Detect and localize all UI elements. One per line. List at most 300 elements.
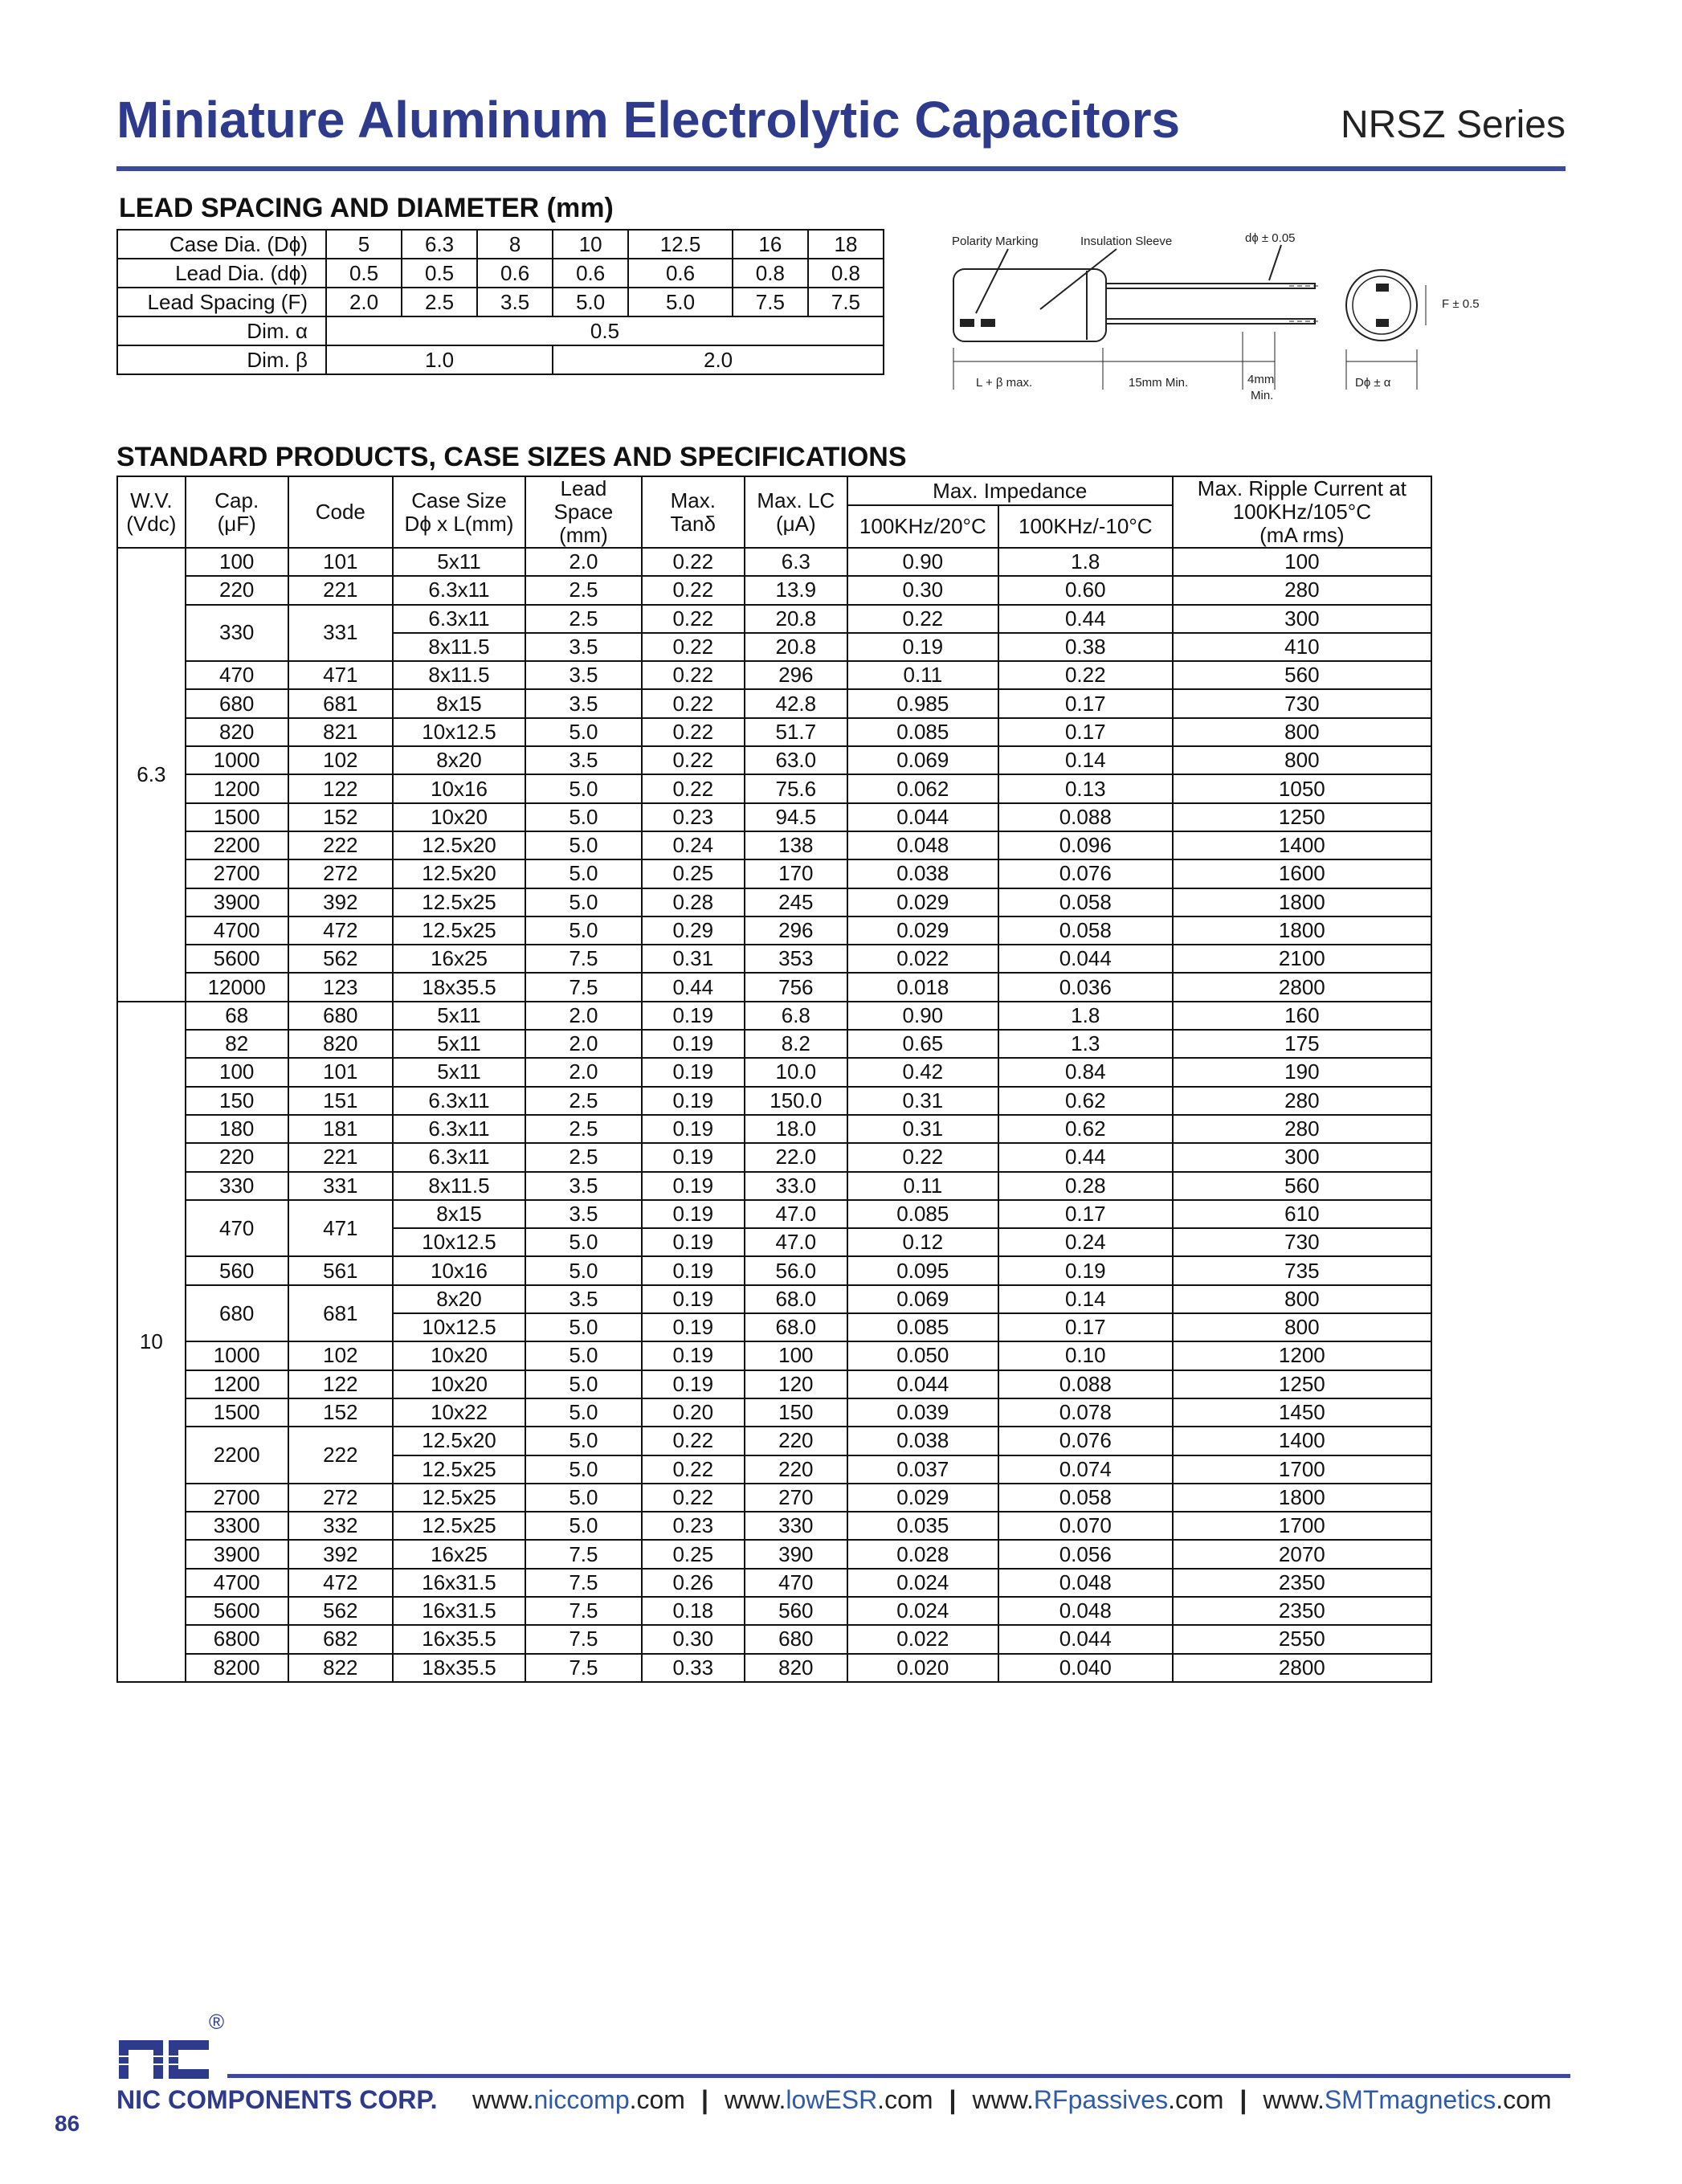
cap-cell: 100 — [186, 548, 288, 576]
cap-cell: 2700 — [186, 859, 288, 888]
lc-cell: 10.0 — [745, 1058, 847, 1086]
ripple-cell: 300 — [1173, 605, 1431, 633]
website-link[interactable] — [972, 2085, 1223, 2114]
header-cap: Cap. (μF) — [186, 476, 288, 548]
imp-m10c-cell: 0.036 — [998, 973, 1173, 1001]
imp-m10c-cell: 0.22 — [998, 661, 1173, 689]
lead-length-label: 15mm Min. — [1129, 376, 1189, 390]
website-link[interactable] — [472, 2085, 685, 2114]
cap-cell: 2200 — [186, 1427, 288, 1484]
imp-m10c-cell: 0.058 — [998, 888, 1173, 916]
lc-cell: 47.0 — [745, 1200, 847, 1228]
case-size-cell: 16x25 — [393, 945, 525, 973]
imp-20c-cell: 0.022 — [847, 945, 998, 973]
case-size-cell: 10x20 — [393, 1370, 525, 1398]
lc-cell: 138 — [745, 831, 847, 859]
cap-cell: 8200 — [186, 1654, 288, 1682]
lead-space-cell: 5.0 — [525, 859, 642, 888]
tan-cell: 0.22 — [642, 633, 745, 661]
lc-cell: 330 — [745, 1512, 847, 1540]
ripple-cell: 1700 — [1173, 1455, 1431, 1484]
lc-cell: 6.3 — [745, 548, 847, 576]
link-separator: | — [1239, 2085, 1247, 2114]
imp-m10c-cell: 0.096 — [998, 831, 1173, 859]
lc-cell: 75.6 — [745, 774, 847, 802]
lead-space-cell: 5.0 — [525, 1370, 642, 1398]
spec-row — [117, 746, 1431, 774]
lead-space-cell: 3.5 — [525, 746, 642, 774]
imp-20c-cell: 0.42 — [847, 1058, 998, 1086]
ripple-cell: 2350 — [1173, 1597, 1431, 1625]
spec-row — [117, 859, 1431, 888]
tan-cell: 0.30 — [642, 1625, 745, 1653]
spec-row — [117, 1200, 1431, 1228]
imp-20c-cell: 0.038 — [847, 859, 998, 888]
imp-20c-cell: 0.069 — [847, 746, 998, 774]
alpha-label: Dim. α — [117, 316, 326, 345]
tan-cell: 0.22 — [642, 746, 745, 774]
case-size-cell: 16x25 — [393, 1540, 525, 1568]
lead-space-cell: 7.5 — [525, 1625, 642, 1653]
imp-20c-cell: 0.039 — [847, 1398, 998, 1427]
header-imp-minus10c: 100KHz/-10°C — [998, 505, 1173, 548]
spec-row — [117, 1484, 1431, 1512]
spec-row — [117, 661, 1431, 689]
tan-cell: 0.19 — [642, 1313, 745, 1341]
code-cell: 152 — [288, 803, 393, 831]
case-size-cell: 10x20 — [393, 803, 525, 831]
code-cell: 562 — [288, 945, 393, 973]
ripple-cell: 300 — [1173, 1143, 1431, 1171]
case-size-cell: 12.5x20 — [393, 831, 525, 859]
imp-20c-cell: 0.12 — [847, 1228, 998, 1256]
code-cell: 122 — [288, 774, 393, 802]
tan-cell: 0.22 — [642, 576, 745, 604]
header-case-size: Case Size Dϕ x L(mm) — [393, 476, 525, 548]
case-size-cell: 18x35.5 — [393, 973, 525, 1001]
imp-20c-cell: 0.985 — [847, 689, 998, 717]
lead-spacing-label: F ± 0.5 — [1442, 297, 1480, 311]
case-size-cell: 5x11 — [393, 548, 525, 576]
case-size-cell: 5x11 — [393, 1058, 525, 1086]
lead-row-label: Lead Spacing (F) — [117, 288, 326, 316]
spec-row — [117, 1143, 1431, 1171]
lc-cell: 296 — [745, 661, 847, 689]
website-link[interactable] — [1263, 2085, 1551, 2114]
tan-cell: 0.22 — [642, 689, 745, 717]
imp-20c-cell: 0.037 — [847, 1455, 998, 1484]
cap-cell: 68 — [186, 1002, 288, 1030]
tan-cell: 0.23 — [642, 803, 745, 831]
code-cell: 331 — [288, 605, 393, 662]
ripple-cell: 2100 — [1173, 945, 1431, 973]
lc-cell: 22.0 — [745, 1143, 847, 1171]
lead-space-cell: 5.0 — [525, 1484, 642, 1512]
tan-cell: 0.19 — [642, 1256, 745, 1284]
lead-cell: 10 — [553, 230, 628, 259]
lead-cell: 0.5 — [326, 259, 402, 288]
tan-cell: 0.31 — [642, 945, 745, 973]
imp-20c-cell: 0.085 — [847, 1313, 998, 1341]
imp-m10c-cell: 0.044 — [998, 945, 1173, 973]
spec-row — [117, 1087, 1431, 1115]
cap-cell: 4700 — [186, 916, 288, 945]
imp-m10c-cell: 0.040 — [998, 1654, 1173, 1682]
code-cell: 102 — [288, 746, 393, 774]
tan-cell: 0.44 — [642, 973, 745, 1001]
ripple-cell: 1400 — [1173, 831, 1431, 859]
polarity-label: Polarity Marking — [952, 235, 1039, 248]
lc-cell: 220 — [745, 1427, 847, 1455]
spec-row — [117, 1569, 1431, 1597]
lead-row-label: Lead Dia. (dϕ) — [117, 259, 326, 288]
ripple-cell: 1250 — [1173, 1370, 1431, 1398]
case-size-cell: 8x20 — [393, 746, 525, 774]
code-cell: 822 — [288, 1654, 393, 1682]
case-size-cell: 12.5x25 — [393, 1484, 525, 1512]
cap-cell: 680 — [186, 689, 288, 717]
code-cell: 392 — [288, 888, 393, 916]
spec-row — [117, 916, 1431, 945]
min4-label-2: Min. — [1251, 389, 1274, 402]
ripple-cell: 1250 — [1173, 803, 1431, 831]
lead-spacing-table — [116, 229, 884, 375]
capacitor-dimension-diagram — [944, 229, 1522, 414]
case-size-cell: 6.3x11 — [393, 576, 525, 604]
wv-cell: 10 — [117, 1002, 186, 1682]
code-cell: 122 — [288, 1370, 393, 1398]
imp-m10c-cell: 0.17 — [998, 1313, 1173, 1341]
case-size-cell: 12.5x25 — [393, 1455, 525, 1484]
imp-m10c-cell: 0.17 — [998, 1200, 1173, 1228]
imp-20c-cell: 0.085 — [847, 718, 998, 746]
ripple-cell: 280 — [1173, 1115, 1431, 1143]
imp-m10c-cell: 0.19 — [998, 1256, 1173, 1284]
ripple-cell: 560 — [1173, 661, 1431, 689]
lead-space-cell: 5.0 — [525, 1398, 642, 1427]
case-size-cell: 10x22 — [393, 1398, 525, 1427]
code-cell: 680 — [288, 1002, 393, 1030]
code-cell: 102 — [288, 1341, 393, 1370]
ripple-cell: 280 — [1173, 1087, 1431, 1115]
case-size-cell: 8x15 — [393, 1200, 525, 1228]
tan-cell: 0.19 — [642, 1172, 745, 1200]
imp-20c-cell: 0.22 — [847, 605, 998, 633]
ripple-cell: 1050 — [1173, 774, 1431, 802]
spec-row — [117, 1172, 1431, 1200]
imp-m10c-cell: 0.048 — [998, 1569, 1173, 1597]
lc-cell: 270 — [745, 1484, 847, 1512]
lead-space-cell: 3.5 — [525, 661, 642, 689]
imp-20c-cell: 0.65 — [847, 1030, 998, 1058]
page-title: Miniature Aluminum Electrolytic Capacitors — [116, 91, 1181, 149]
spec-row — [117, 973, 1431, 1001]
imp-m10c-cell: 0.14 — [998, 746, 1173, 774]
lead-cell: 6.3 — [402, 230, 477, 259]
spec-row — [117, 774, 1431, 802]
ripple-cell: 2070 — [1173, 1540, 1431, 1568]
cap-cell: 1200 — [186, 1370, 288, 1398]
imp-m10c-cell: 0.088 — [998, 803, 1173, 831]
case-size-cell: 10x12.5 — [393, 718, 525, 746]
website-link[interactable] — [725, 2085, 933, 2114]
ripple-cell: 1450 — [1173, 1398, 1431, 1427]
series-name: NRSZ Series — [1340, 104, 1566, 146]
ripple-cell: 2350 — [1173, 1569, 1431, 1597]
case-size-cell: 12.5x25 — [393, 888, 525, 916]
case-size-cell: 10x12.5 — [393, 1228, 525, 1256]
header-wv: W.V. (Vdc) — [117, 476, 186, 548]
tan-cell: 0.19 — [642, 1228, 745, 1256]
tan-cell: 0.33 — [642, 1654, 745, 1682]
wv-cell: 6.3 — [117, 548, 186, 1002]
cap-cell: 5600 — [186, 1597, 288, 1625]
lead-space-cell: 2.0 — [525, 1002, 642, 1030]
cap-cell: 1000 — [186, 1341, 288, 1370]
spec-row — [117, 1597, 1431, 1625]
sleeve-label: Insulation Sleeve — [1080, 235, 1173, 248]
lead-cell: 8 — [477, 230, 553, 259]
beta-value-large: 2.0 — [553, 345, 884, 374]
spec-row — [117, 605, 1431, 633]
ripple-cell: 2550 — [1173, 1625, 1431, 1653]
min4-label: 4mm — [1247, 373, 1275, 386]
imp-m10c-cell: 0.056 — [998, 1540, 1173, 1568]
lead-space-cell: 2.5 — [525, 1115, 642, 1143]
cap-cell: 330 — [186, 605, 288, 662]
ripple-cell: 1400 — [1173, 1427, 1431, 1455]
case-size-cell: 6.3x11 — [393, 605, 525, 633]
lead-section-heading: LEAD SPACING AND DIAMETER (mm) — [119, 193, 614, 223]
imp-20c-cell: 0.044 — [847, 803, 998, 831]
code-cell: 471 — [288, 661, 393, 689]
header-lc: Max. LC (μA) — [745, 476, 847, 548]
link-suffix: .com — [629, 2085, 685, 2114]
lead-space-cell: 2.0 — [525, 548, 642, 576]
lead-space-cell: 5.0 — [525, 1455, 642, 1484]
imp-m10c-cell: 0.074 — [998, 1455, 1173, 1484]
lc-cell: 220 — [745, 1455, 847, 1484]
lc-cell: 756 — [745, 973, 847, 1001]
imp-m10c-cell: 0.10 — [998, 1341, 1173, 1370]
lead-space-cell: 5.0 — [525, 1427, 642, 1455]
lead-space-cell: 2.5 — [525, 605, 642, 633]
imp-m10c-cell: 0.044 — [998, 1625, 1173, 1653]
imp-20c-cell: 0.095 — [847, 1256, 998, 1284]
spec-row — [117, 831, 1431, 859]
spec-row — [117, 1512, 1431, 1540]
tan-cell: 0.22 — [642, 774, 745, 802]
lc-cell: 68.0 — [745, 1285, 847, 1313]
cap-cell: 1000 — [186, 746, 288, 774]
tan-cell: 0.19 — [642, 1115, 745, 1143]
cap-cell: 4700 — [186, 1569, 288, 1597]
tan-cell: 0.18 — [642, 1597, 745, 1625]
lead-space-cell: 2.5 — [525, 576, 642, 604]
lead-space-cell: 5.0 — [525, 916, 642, 945]
spec-row — [117, 1058, 1431, 1086]
case-size-cell: 10x12.5 — [393, 1313, 525, 1341]
footer-links — [472, 2085, 1552, 2115]
imp-20c-cell: 0.038 — [847, 1427, 998, 1455]
imp-20c-cell: 0.30 — [847, 576, 998, 604]
tan-cell: 0.26 — [642, 1569, 745, 1597]
lead-cell: 2.5 — [402, 288, 477, 316]
tan-cell: 0.19 — [642, 1030, 745, 1058]
code-cell: 222 — [288, 831, 393, 859]
lc-cell: 18.0 — [745, 1115, 847, 1143]
case-size-cell: 18x35.5 — [393, 1654, 525, 1682]
cap-cell: 5600 — [186, 945, 288, 973]
lead-space-cell: 5.0 — [525, 1228, 642, 1256]
link-domain: SMTmagnetics — [1324, 2085, 1496, 2114]
imp-20c-cell: 0.022 — [847, 1625, 998, 1653]
lead-space-cell: 7.5 — [525, 1654, 642, 1682]
lc-cell: 390 — [745, 1540, 847, 1568]
lead-space-cell: 5.0 — [525, 1512, 642, 1540]
link-prefix: www. — [972, 2085, 1034, 2114]
ripple-cell: 1200 — [1173, 1341, 1431, 1370]
lead-dia-label: dϕ ± 0.05 — [1245, 231, 1296, 245]
imp-m10c-cell: 0.088 — [998, 1370, 1173, 1398]
code-cell: 272 — [288, 1484, 393, 1512]
imp-20c-cell: 0.035 — [847, 1512, 998, 1540]
ripple-cell: 800 — [1173, 718, 1431, 746]
case-size-cell: 8x15 — [393, 689, 525, 717]
lead-space-cell: 5.0 — [525, 803, 642, 831]
spec-row — [117, 1427, 1431, 1455]
case-size-cell: 16x31.5 — [393, 1597, 525, 1625]
lead-cell: 0.6 — [477, 259, 553, 288]
lc-cell: 245 — [745, 888, 847, 916]
lead-row-label: Case Dia. (Dϕ) — [117, 230, 326, 259]
lead-space-cell: 7.5 — [525, 945, 642, 973]
lead-space-cell: 7.5 — [525, 1597, 642, 1625]
imp-m10c-cell: 0.60 — [998, 576, 1173, 604]
spec-row — [117, 1115, 1431, 1143]
case-size-cell: 6.3x11 — [393, 1143, 525, 1171]
lc-cell: 13.9 — [745, 576, 847, 604]
lead-space-cell: 5.0 — [525, 1256, 642, 1284]
lc-cell: 20.8 — [745, 605, 847, 633]
lc-cell: 150.0 — [745, 1087, 847, 1115]
case-size-cell: 10x20 — [393, 1341, 525, 1370]
case-size-cell: 12.5x20 — [393, 1427, 525, 1455]
company-name: NIC COMPONENTS CORP. — [116, 2085, 438, 2114]
imp-20c-cell: 0.050 — [847, 1341, 998, 1370]
case-size-cell: 16x35.5 — [393, 1625, 525, 1653]
spec-row — [117, 1625, 1431, 1653]
case-size-cell: 6.3x11 — [393, 1115, 525, 1143]
tan-cell: 0.19 — [642, 1058, 745, 1086]
lead-space-cell: 2.5 — [525, 1087, 642, 1115]
spec-row — [117, 945, 1431, 973]
cap-cell: 6800 — [186, 1625, 288, 1653]
ripple-cell: 1800 — [1173, 916, 1431, 945]
cap-cell: 1500 — [186, 1398, 288, 1427]
code-cell: 101 — [288, 1058, 393, 1086]
lead-cell: 5 — [326, 230, 402, 259]
spec-row — [117, 1654, 1431, 1682]
lead-space-cell: 3.5 — [525, 633, 642, 661]
ripple-cell: 2800 — [1173, 973, 1431, 1001]
lead-cell: 16 — [733, 230, 808, 259]
spec-row — [117, 1285, 1431, 1313]
tan-cell: 0.25 — [642, 859, 745, 888]
tan-cell: 0.19 — [642, 1370, 745, 1398]
lc-cell: 63.0 — [745, 746, 847, 774]
lead-cell: 0.5 — [402, 259, 477, 288]
spec-table — [116, 476, 1432, 1683]
cap-cell: 3300 — [186, 1512, 288, 1540]
lead-space-cell: 5.0 — [525, 774, 642, 802]
imp-m10c-cell: 0.14 — [998, 1285, 1173, 1313]
lc-cell: 56.0 — [745, 1256, 847, 1284]
link-prefix: www. — [1263, 2085, 1325, 2114]
imp-20c-cell: 0.11 — [847, 661, 998, 689]
imp-m10c-cell: 0.28 — [998, 1172, 1173, 1200]
imp-20c-cell: 0.028 — [847, 1540, 998, 1568]
lead-space-cell: 5.0 — [525, 831, 642, 859]
lead-cell: 12.5 — [628, 230, 733, 259]
imp-20c-cell: 0.020 — [847, 1654, 998, 1682]
lead-cell: 5.0 — [628, 288, 733, 316]
lead-space-cell: 5.0 — [525, 1341, 642, 1370]
tan-cell: 0.22 — [642, 1427, 745, 1455]
imp-20c-cell: 0.029 — [847, 916, 998, 945]
code-cell: 682 — [288, 1625, 393, 1653]
lead-cell: 18 — [808, 230, 884, 259]
link-prefix: www. — [724, 2085, 786, 2114]
tan-cell: 0.28 — [642, 888, 745, 916]
imp-20c-cell: 0.31 — [847, 1087, 998, 1115]
lc-cell: 680 — [745, 1625, 847, 1653]
lc-cell: 42.8 — [745, 689, 847, 717]
tan-cell: 0.19 — [642, 1285, 745, 1313]
header-ripple: Max. Ripple Current at 100KHz/105°C (mA rms) — [1173, 476, 1431, 548]
tan-cell: 0.22 — [642, 718, 745, 746]
code-cell: 331 — [288, 1172, 393, 1200]
imp-20c-cell: 0.044 — [847, 1370, 998, 1398]
lc-cell: 150 — [745, 1398, 847, 1427]
link-separator: | — [700, 2085, 708, 2114]
imp-m10c-cell: 1.8 — [998, 548, 1173, 576]
title-divider — [116, 166, 1566, 171]
tan-cell: 0.22 — [642, 548, 745, 576]
imp-20c-cell: 0.19 — [847, 633, 998, 661]
lead-space-cell: 5.0 — [525, 718, 642, 746]
lead-table-row — [117, 230, 884, 259]
beta-value-small: 1.0 — [326, 345, 553, 374]
lc-cell: 820 — [745, 1654, 847, 1682]
beta-label: Dim. β — [117, 345, 326, 374]
header-imp-20c: 100KHz/20°C — [847, 505, 998, 548]
registered-mark: ® — [209, 2010, 225, 2034]
imp-20c-cell: 0.11 — [847, 1172, 998, 1200]
imp-m10c-cell: 0.62 — [998, 1115, 1173, 1143]
lead-space-cell: 3.5 — [525, 1200, 642, 1228]
imp-20c-cell: 0.062 — [847, 774, 998, 802]
spec-row — [117, 548, 1431, 576]
code-cell: 222 — [288, 1427, 393, 1484]
cap-cell: 3900 — [186, 888, 288, 916]
imp-20c-cell: 0.024 — [847, 1597, 998, 1625]
ripple-cell: 730 — [1173, 689, 1431, 717]
tan-cell: 0.25 — [642, 1540, 745, 1568]
lc-cell: 94.5 — [745, 803, 847, 831]
imp-m10c-cell: 0.17 — [998, 718, 1173, 746]
spec-row — [117, 689, 1431, 717]
